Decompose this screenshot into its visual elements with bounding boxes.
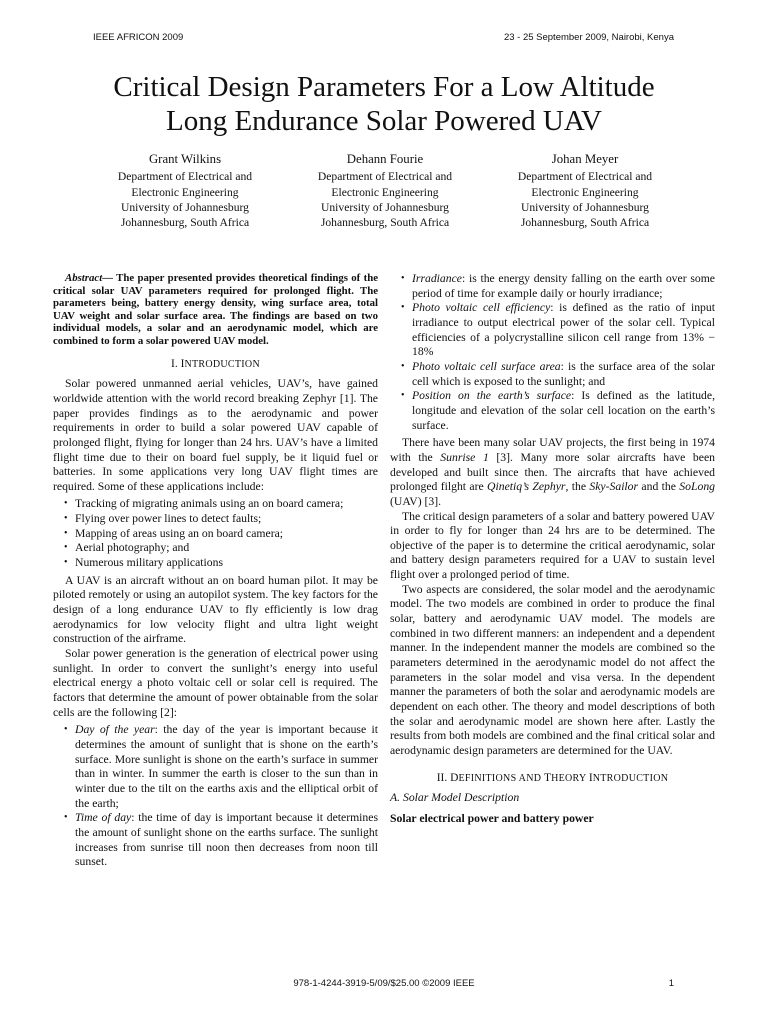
bullet-icon: • [64, 513, 68, 525]
bullet-icon: • [64, 542, 68, 554]
author-university: University of Johannesburg [521, 200, 649, 214]
section-number: II. [436, 771, 448, 784]
author-dept: Department of Electrical and [317, 170, 453, 184]
author-dept: Electronic Engineering [531, 185, 639, 199]
bullet-icon: • [64, 498, 68, 510]
list-item: • Position on the earth’s surface: Is defined as the latitude, longitude and elevation of the solar cell location on the earth’s surface. [401, 389, 715, 432]
bullet-icon: • [64, 724, 68, 736]
list-item: • Mapping of areas using an on board camera; [64, 526, 284, 540]
aircraft-name: Sunrise 1 [440, 450, 489, 464]
right-column [390, 272, 715, 827]
list-item: • Time of day: the time of day is important because it determines the amount of sunlight shone on the earths surface. The sunlight increases from sunrise till noon then decreases from noon till sunset. [64, 811, 379, 869]
abstract-dash: — [102, 272, 113, 284]
list-item: • Day of the year: the day of the year is important because it determines the amount of sunlight that is shone on the earth’s surface. More sunlight is shone on the earth’s surface in summer than in winter. In summer the earth is closer to the sun than in winter due to the tilt on the earths axis and the elliptical orbit of the earth; [64, 723, 379, 810]
paper-title [40, 70, 728, 138]
author-location: Johannesburg, South Africa [520, 216, 650, 230]
abstract-lead: Abstract [65, 272, 103, 284]
list-item: • Tracking of migrating animals using an on board camera; [64, 497, 344, 511]
aircraft-name: Qinetiq’s Zephyr [487, 480, 566, 494]
copyright-notice: 978-1-4244-3919-5/09/$25.00 ©2009 IEEE [293, 978, 475, 989]
author-dept: Department of Electrical and [517, 170, 653, 184]
author-3 [490, 152, 680, 230]
author-university: University of Johannesburg [121, 200, 249, 214]
abstract-text: The paper presented provides theoretical findings of the critical solar UAV parameters required for prolonged flight. The parameters being, battery energy density, wing surface area, total UAV weight and solar surface area. The findings are based on two individual models, a solar and an aerodynamic model, which are combined to form a solar powered UAV model. [53, 272, 378, 347]
author-dept: Electronic Engineering [131, 185, 239, 199]
bullet-icon: • [401, 360, 405, 372]
list-item: • Irradiance: is the energy density falling on the earth over some period of time for example daily or hourly irradiance; [401, 272, 715, 300]
bullet-icon: • [64, 812, 68, 824]
factors-list [53, 723, 378, 870]
term: Time of day [75, 811, 132, 825]
aircraft-name: SoLong [679, 480, 716, 494]
factors-list-continued [390, 272, 715, 433]
author-name: Dehann Fourie [346, 152, 424, 166]
paragraph-heading: Solar electrical power and battery power [390, 811, 594, 825]
aircraft-name: Sky-Sailor [589, 480, 639, 494]
author-dept: Department of Electrical and [117, 170, 253, 184]
section-heading-definitions: II. DEFINITIONS AND THEORY INTRODUCTION [436, 771, 669, 784]
left-column [53, 272, 378, 873]
author-location: Johannesburg, South Africa [120, 216, 250, 230]
title-line-2: Long Endurance Solar Powered UAV [166, 105, 602, 137]
subsection-heading: A. Solar Model Description [390, 791, 520, 805]
list-item: • Photo voltaic cell efficiency: is defined as the ratio of input irradiance to output electrical power of the solar cell. Typical efficiencies of a polycrystalline silicon cell range from 13% − 18% [401, 301, 715, 359]
applications-list [53, 497, 378, 570]
section-cap: I [180, 357, 185, 370]
intro-paragraph-2: A UAV is an aircraft without an on board human pilot. It may be piloted remotely or using an autopilot system. The key factors for the design of a long endurance UAV to fly efficiently is low drag aerodynamics for low velocity flight and ultra light weight construction of the airframe. [53, 573, 378, 646]
term: Position on the earth’s surface [412, 389, 572, 403]
author-name: Grant Wilkins [148, 152, 222, 166]
page-number: 1 [668, 978, 674, 989]
author-1 [90, 152, 280, 230]
intro-paragraph-3: Solar power generation is the generation of electrical power using sunlight. In order to convert the sunlight’s energy into useful electrical energy a photo voltaic cell or solar cell is required. The factors that determine the amount of power obtainable from the solar cells are the following [2]: [53, 647, 378, 719]
abstract [53, 272, 378, 348]
term: Photo voltaic cell efficiency [412, 301, 551, 315]
body-paragraph-projects: There have been many solar UAV projects, the first being in 1974 with the Sunrise 1 [3]. Many more solar aircrafts have been developed and built since then. The aircrafts that have achieved prolonged filght are Qinetiq’s Zephyr, the Sky-Sailor and the SoLong (UAV) [3]. [390, 436, 716, 508]
list-item: • Photo voltaic cell surface area: is the surface area of the solar cell which is exposed to the sunlight; and [401, 359, 715, 388]
term: Photo voltaic cell surface area [412, 359, 561, 373]
intro-paragraph-1: Solar powered unmanned aerial vehicles, UAV’s, have gained worldwide attention with the world record breaking Zephyr [1]. The paper provides findings as to the aerodynamic and power requirements in order to build a solar powered UAV capable of prolonged flight, flying for longer than 24 hrs. UAV’s have a limited flight time due to their on board fuel supply, be it liquid fuel or batteries. In some applications very long UAV flight times are required. Some of these applications include: [53, 377, 378, 493]
author-block [90, 152, 680, 230]
running-header-conference: IEEE AFRICON 2009 [93, 32, 184, 43]
author-university: University of Johannesburg [321, 200, 449, 214]
running-header-date: 23 - 25 September 2009, Nairobi, Kenya [503, 32, 674, 43]
title-line-1: Critical Design Parameters For a Low Altitude [113, 71, 655, 103]
bullet-icon: • [401, 302, 405, 314]
author-2 [290, 152, 480, 230]
bullet-icon: • [64, 527, 68, 539]
term: Irradiance [412, 272, 462, 285]
list-item: • Flying over power lines to detect faults; [64, 512, 262, 526]
list-item: • Aerial photography; and [64, 541, 190, 555]
body-paragraph-models: Two aspects are considered, the solar model and the aerodynamic model. The two models are combined in order to produce the final solar, battery and aerodynamic UAV model. The models are combined in two different manners: an independent and a dependent manner. In the independent manner the models are combined so the parameters determined in the aerodynamic model do not affect the parameters in the solar model and visa versa. In the dependent manner the parameters of both the solar and aerodynamic models are dependent on each other. The theory and model descriptions of both the solar and aerodynamic model are shown here after. Lastly the results from both models are combined and the final critical solar and aerodynamic design parameters are determined for the UAV. [390, 582, 715, 757]
author-name: Johan Meyer [551, 152, 619, 166]
author-location: Johannesburg, South Africa [320, 216, 450, 230]
bullet-icon: • [401, 390, 405, 402]
bullet-icon: • [64, 557, 68, 569]
list-item: • Numerous military applications [64, 556, 224, 570]
section-heading-introduction [53, 357, 378, 373]
author-dept: Electronic Engineering [331, 185, 439, 199]
bullet-icon: • [401, 273, 405, 284]
section-rest: NTRODUCTION [184, 358, 260, 370]
term: Day of the year [75, 723, 155, 737]
section-number: I. [171, 357, 178, 370]
body-paragraph-objective: The critical design parameters of a solar and battery powered UAV in order to fly for longer than 24 hrs are to be determined. The objective of the paper is to determine the critical aerodynamic, solar and battery design parameters required for a UAV to sustain level flight over a prolonged period of time. [390, 509, 715, 582]
